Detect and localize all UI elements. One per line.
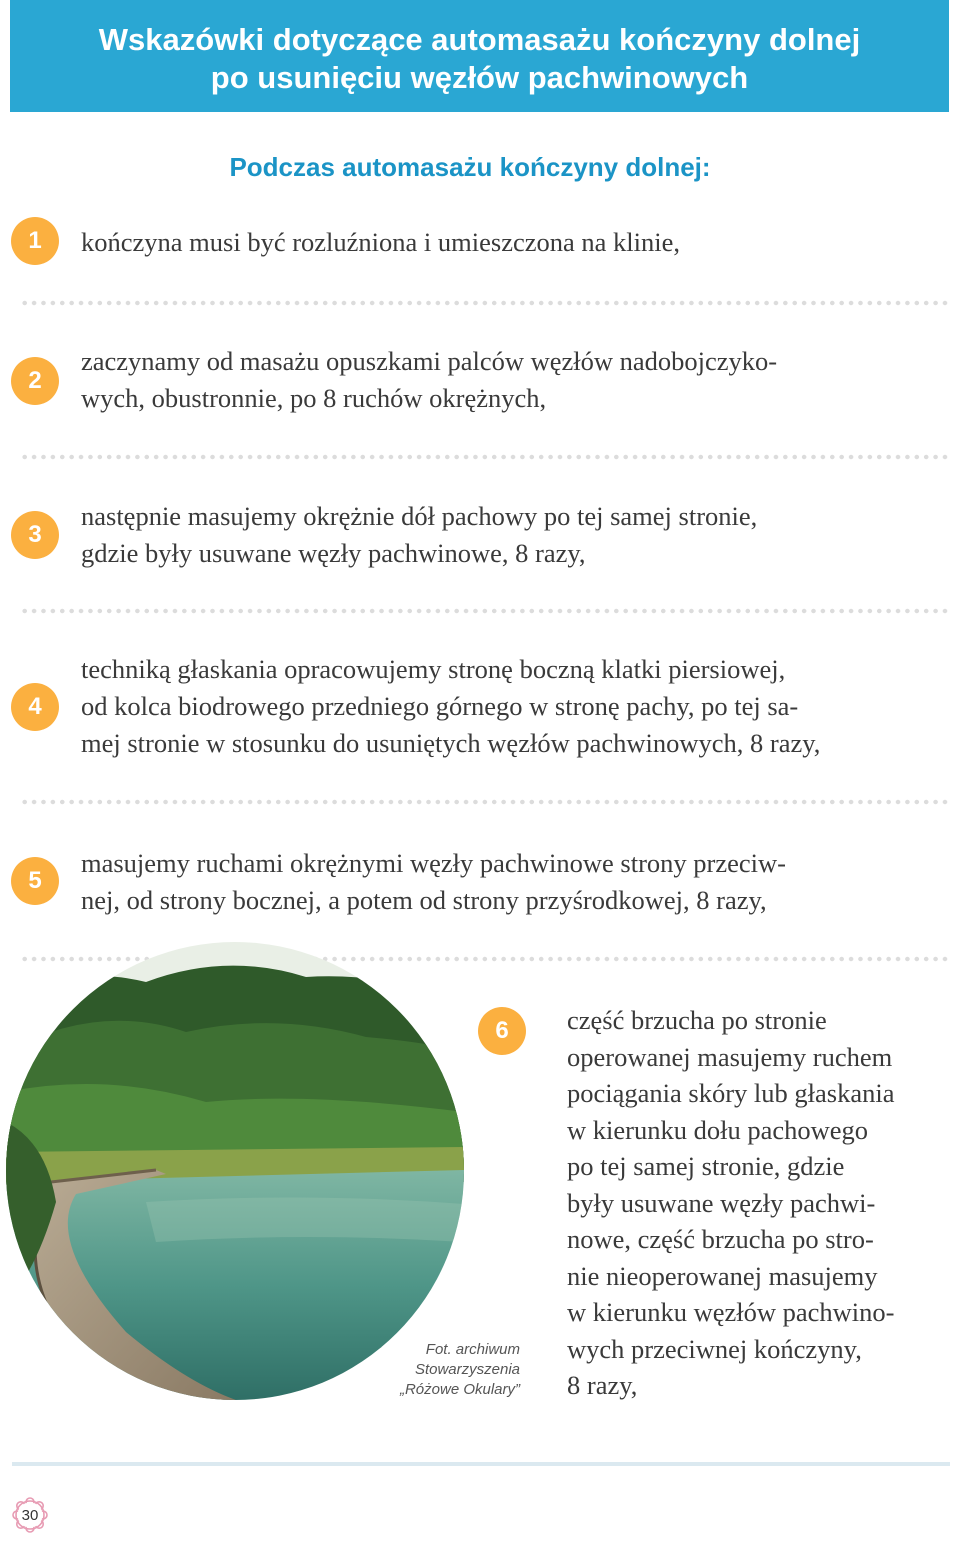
step-3-line-1: następnie masujemy okrężnie dół pachowy po tej samej stronie, [81,501,758,531]
page-number-badge [12,1497,48,1533]
caption-line-1: Fot. archiwum [425,1341,520,1358]
step-6-line-9: w kierunku węzłów pachwino- [567,1297,895,1327]
dotted-divider [20,300,950,306]
step-5-line-1: masujemy ruchami okrężnymi węzły pachwinowe strony przeciw- [81,848,786,878]
step-3-line-2: gdzie były usuwane węzły pachwinowe, 8 razy, [81,538,586,568]
title-line-2: po usunięciu węzłów pachwinowych [210,60,749,95]
step-1-line-1: kończyna musi być rozluźniona i umieszczona na klinie, [81,227,680,257]
step-5-line-2: nej, od strony bocznej, a potem od strony przyśrodkowej, 8 razy, [81,885,767,915]
footer-divider [12,1462,950,1466]
step-text-5 [81,845,941,919]
step-text-3 [81,498,941,572]
step-badge-4: 4 [11,683,59,731]
caption-line-2: Stowarzyszenia [414,1361,520,1378]
step-4-line-1: techniką głaskania opracowujemy stronę boczną klatki piersiowej, [81,654,786,684]
step-6-line-4: w kierunku dołu pachowego [567,1114,868,1145]
step-badge-6: 6 [478,1007,526,1055]
dotted-divider [20,608,950,614]
photo-caption [340,1340,520,1400]
step-text-1 [81,224,941,261]
step-2-line-2: wych, obustronnie, po 8 ruchów okrężnych, [81,383,547,413]
title-line-1: Wskazówki dotyczące automasażu kończyny dolnej [98,22,861,57]
step-text-6 [567,1002,952,1404]
page-number: 30 [21,1506,39,1524]
dotted-divider [20,799,950,805]
step-4-line-2: od kolca biodrowego przedniego górnego w stronę pachy, po tej sa- [81,691,799,721]
step-6-line-10: wych przeciwnej kończyny, [567,1333,862,1364]
step-6-line-11: 8 razy, [567,1370,638,1400]
step-text-2 [81,343,941,417]
dotted-divider [20,454,950,460]
step-6-line-2: operowanej masujemy ruchem [567,1041,893,1072]
step-badge-3: 3 [11,511,59,559]
step-text-4 [81,651,941,762]
page-header [10,0,949,112]
boardwalk-lake-photo [6,942,464,1400]
section-subheading: Podczas automasażu kończyny dolnej: [229,152,711,182]
step-badge-1: 1 [11,217,59,265]
step-6-line-1: część brzucha po stronie [567,1005,827,1035]
step-badge-5: 5 [11,857,59,905]
step-badge-2: 2 [11,357,59,405]
step-6-line-8: nie nieoperowanej masujemy [567,1260,878,1291]
step-2-line-1: zaczynamy od masażu opuszkami palców węzłów nadobojczyko- [81,346,778,376]
step-6-line-6: były usuwane węzły pachwi- [567,1187,876,1218]
step-6-line-3: pociągania skóry lub głaskania [567,1078,895,1108]
step-6-line-7: nowe, część brzucha po stro- [567,1224,874,1254]
step-6-line-5: po tej samej stronie, gdzie [567,1151,845,1181]
step-4-line-3: mej stronie w stosunku do usuniętych węzłów pachwinowych, 8 razy, [81,728,821,758]
caption-line-3: „Różowe Okulary” [399,1381,520,1398]
